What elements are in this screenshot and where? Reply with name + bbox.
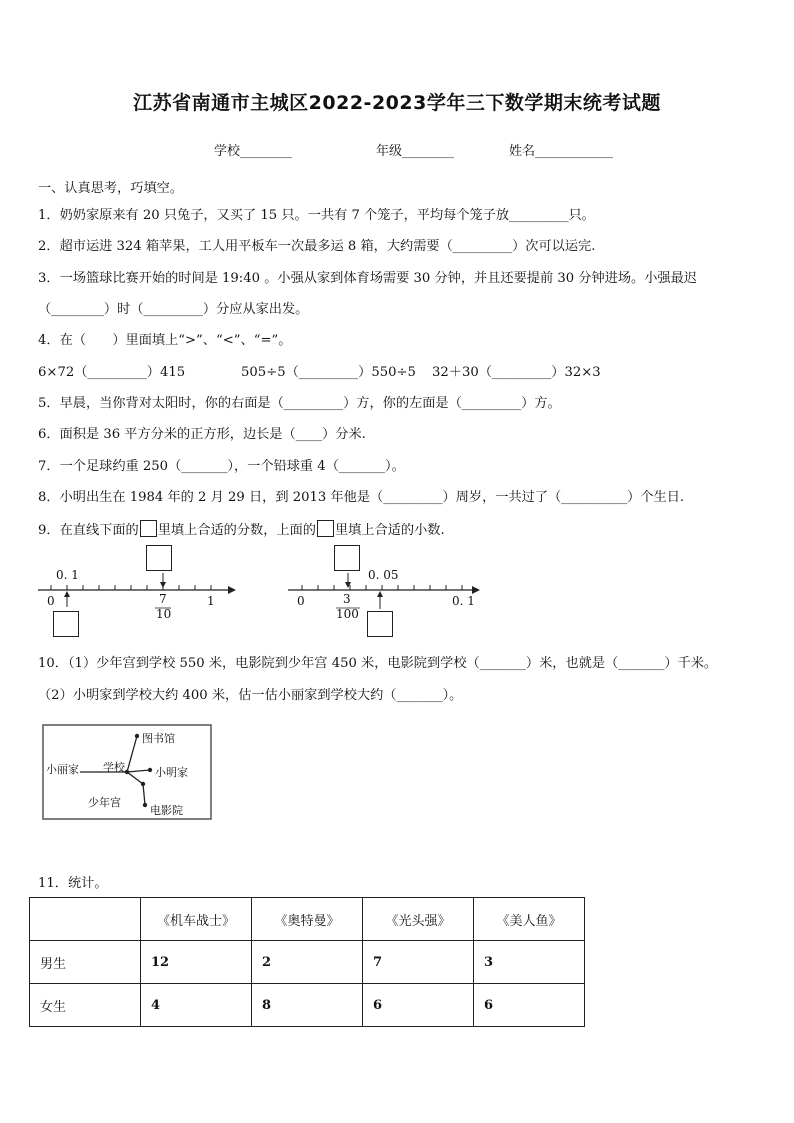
table-row: [30, 984, 585, 1027]
school-field[interactable]: 学校________: [214, 144, 293, 159]
table-row: [30, 941, 585, 984]
question-8: 8．小明出生在 1984 年的 2 月 29 日，到 2013 年他是（_________）周岁，一共过了（__________）个生日.: [38, 490, 685, 505]
table-cell: 6: [363, 984, 474, 1027]
table-cell: 8: [252, 984, 363, 1027]
label-point-zero-five: 0. 05: [368, 568, 399, 582]
table-header-cell: 《美人鱼》: [474, 898, 585, 941]
fraction-denominator-right: 100: [336, 607, 359, 621]
question-7: 7．一个足球约重 250（_______），一个铅球重 4（_______）。: [38, 459, 405, 474]
question-9-suffix: 里填上合适的小数.: [334, 523, 445, 538]
question-9: [38, 520, 445, 540]
question-3-line-2: （________）时（_________）分应从家出发。: [38, 302, 309, 317]
map-school-label: 学校: [103, 761, 125, 774]
fraction-numerator-right: 3: [343, 592, 351, 606]
map-library-label: 图书馆: [142, 732, 175, 745]
map-cinema-label: 电影院: [150, 804, 183, 817]
question-9-prefix: 9．在直线下面的: [38, 523, 139, 538]
page-title: 江苏省南通市主城区2022-2023学年三下数学期末统考试题: [133, 92, 661, 114]
question-11: 11．统计。: [38, 876, 108, 891]
table-header-cell: 《光头强》: [363, 898, 474, 941]
label-point-one: 0. 1: [56, 568, 79, 582]
tick-end-right: 0. 1: [452, 594, 475, 608]
answer-box-bottom-left[interactable]: [53, 611, 79, 637]
tick-one: 1: [207, 594, 215, 608]
row-label: 男生: [30, 941, 141, 984]
section-heading: 一、认真思考，巧填空。: [38, 181, 184, 196]
statistics-table: [29, 897, 585, 1027]
grade-field[interactable]: 年级________: [376, 144, 455, 159]
tick-zero: 0: [47, 594, 55, 608]
fraction-denominator: 10: [156, 607, 172, 621]
table-cell: 2: [252, 941, 363, 984]
table-cell: 12: [141, 941, 252, 984]
question-3-line-1: 3．一场篮球比赛开始的时间是 19:40 。小强从家到体育场需要 30 分钟，并且还要提前 30 分钟进场。小强最迟: [38, 271, 697, 286]
question-4-item-1: 6×72（_________）415: [38, 365, 186, 380]
fraction-numerator: 7: [159, 592, 167, 606]
table-header-cell: 《机车战士》: [141, 898, 252, 941]
question-5: 5．早晨，当你背对太阳时，你的右面是（_________）方，你的左面是（_________）方。: [38, 396, 561, 411]
table-header-cell: 《奥特曼》: [252, 898, 363, 941]
question-1: 1．奶奶家原来有 20 只兔子，又买了 15 只。一共有 7 个笼子，平均每个笼子放_________只。: [38, 208, 595, 223]
table-cell: 3: [474, 941, 585, 984]
answer-box-top-right[interactable]: [334, 545, 360, 571]
inline-box-icon: [140, 520, 157, 537]
question-10-part-1: 10．（1）少年宫到学校 550 米，电影院到少年宫 450 米，电影院到学校（_______）米，也就是（_______）千米。: [38, 656, 718, 671]
question-4-item-2: 505÷5（_________）550÷5: [241, 365, 416, 380]
row-label: 女生: [30, 984, 141, 1027]
map-youth-palace-label: 少年宫: [88, 796, 121, 809]
table-cell: 6: [474, 984, 585, 1027]
table-cell: 7: [363, 941, 474, 984]
question-2: 2．超市运进 324 箱苹果，工人用平板车一次最多运 8 箱，大约需要（_________）次可以运完.: [38, 239, 596, 254]
map-xiaoming-label: 小明家: [155, 766, 188, 779]
answer-box-top-left[interactable]: [146, 545, 172, 571]
question-6: 6．面积是 36 平方分米的正方形，边长是（____）分米.: [38, 427, 366, 442]
table-cell: 4: [141, 984, 252, 1027]
table-header-cell: [30, 898, 141, 941]
question-10-part-2: （2）小明家到学校大约 400 米，估一估小丽家到学校大约（_______）。: [38, 688, 463, 703]
tick-zero-right: 0: [297, 594, 305, 608]
name-field[interactable]: 姓名____________: [509, 144, 614, 159]
question-4-item-3: 32＋30（_________）32×3: [432, 365, 601, 380]
question-9-middle: 里填上合适的分数，上面的: [157, 523, 316, 538]
inline-box-icon: [317, 520, 334, 537]
answer-box-bottom-right[interactable]: [367, 611, 393, 637]
map-xiaoli-label: 小丽家: [46, 763, 79, 776]
table-header-row: [30, 898, 585, 941]
question-4: 4．在（ ）里面填上“>”、“<”、“=”。: [38, 333, 292, 348]
